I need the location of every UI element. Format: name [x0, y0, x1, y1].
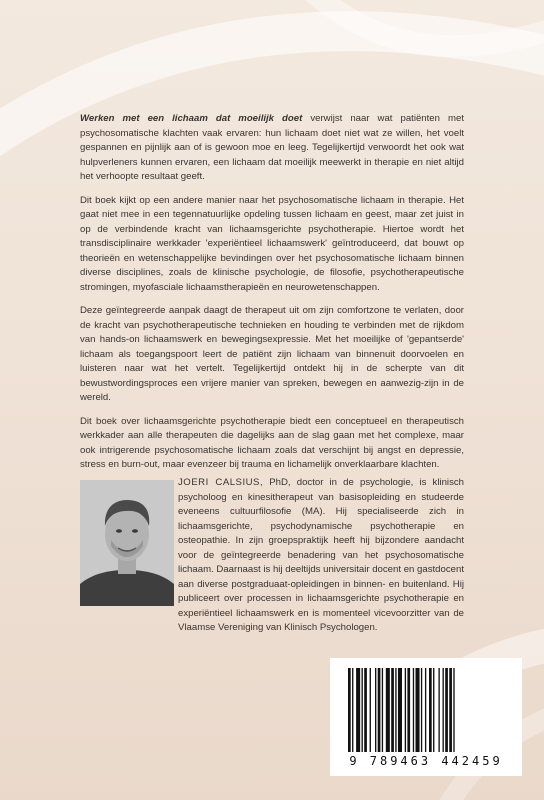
author-photo [80, 480, 174, 606]
intro-text: verwijst naar wat patiënten met psychosomatische klachten vaak ervaren: hun lichaam doet niet wat ze willen, het voelt gespannen en pijnlijk aan of is gewoon moe en leeg. Tegelijkertijd verwoordt het ook wat hulpverleners kunnen ervaren, een lichaam dat moeilijk meewerkt in therapie en niet altijd het verhoopte resultaat geeft. [80, 113, 464, 182]
back-cover-text [80, 112, 464, 482]
isbn-barcode-box [330, 658, 522, 776]
intro-paragraph [80, 112, 464, 185]
intro-title: Werken met een lichaam dat moeilijk doet [80, 113, 303, 124]
author-bio [178, 476, 464, 636]
author-name: JOERI CALSIUS, [178, 477, 264, 488]
isbn-digits: 9 789463 442459 [349, 754, 503, 768]
barcode-bars [346, 668, 506, 756]
author-bio-text: PhD, doctor in de psychologie, is klinisch psycholoog en kinesitherapeut van basisopleiding en studeerde eveneens cultuurfilosofie (MA). Hij specialiseerde zich in lichaamsgerichte, psychodynamische psychotherapie en osteopathie. In zijn groepspraktijk heeft hij bijzondere aandacht voor de geïntegreerde benadering van het psychosomatische lichaam. Daarnaast is hij deeltijds universitair docent en gastdocent aan diverse postgraduaat-opleidingen in binnen- en buitenland. Hij publiceert over processen in lichaamsgerichte psychotherapie en experiëntieel lichaamswerk en is momenteel vicevoorzitter van de Vlaamse Vereniging van Klinisch Psychologen. [178, 477, 464, 633]
summary-paragraph: Dit boek over lichaamsgerichte psychotherapie biedt een conceptueel en therapeutisch werkkader aan alle therapeuten die dagelijks aan de slag gaan met het complexe, maar ook intrigerende psychosomatische lichaam zoals dat verschijnt bij angst en depressie, stress en burn-out, maar evenzeer bij trauma en lichamelijk onverklaarbare klachten. [80, 415, 464, 470]
description-paragraph: Dit boek kijkt op een andere manier naar het psychosomatische lichaam in therapie. Het gaat niet mee in een tegennatuurlijke opdeling tussen lichaam en geest, maar zet juist in op de verbindende kracht van lichaamsgerichte psychotherapie. Hiertoe wordt het transdisciplinaire werkkader 'experiëntieel lichaamswerk' geïntroduceerd, dat bouwt op theorieën en wetenschappelijke bevindingen over het psychosomatische lichaam binnen diverse disciplines, zoals de klinische psychologie, de filosofie, psychotherapeutische stromingen, myofasciale lichaamstherapieën en neurowetenschappen. [80, 194, 464, 293]
approach-paragraph: Deze geïntegreerde aanpak daagt de therapeut uit om zijn comfortzone te verlaten, door de kracht van psychotherapeutische technieken en houding te verbinden met de rijkdom van hands-on lichaamswerk en bewegingsexpressie. Met het moeilijke of 'gepantserde' lichaam als toegangspoort leert de patiënt zijn lichaam van binnenuit doorvoelen en luisteren naar wat het vertelt. Tegelijkertijd ontdekt hij in de scherpte van dit bewustwordingsproces een vrijere manier van spreken, bewegen en aanwezig-zijn in de wereld. [80, 305, 464, 403]
